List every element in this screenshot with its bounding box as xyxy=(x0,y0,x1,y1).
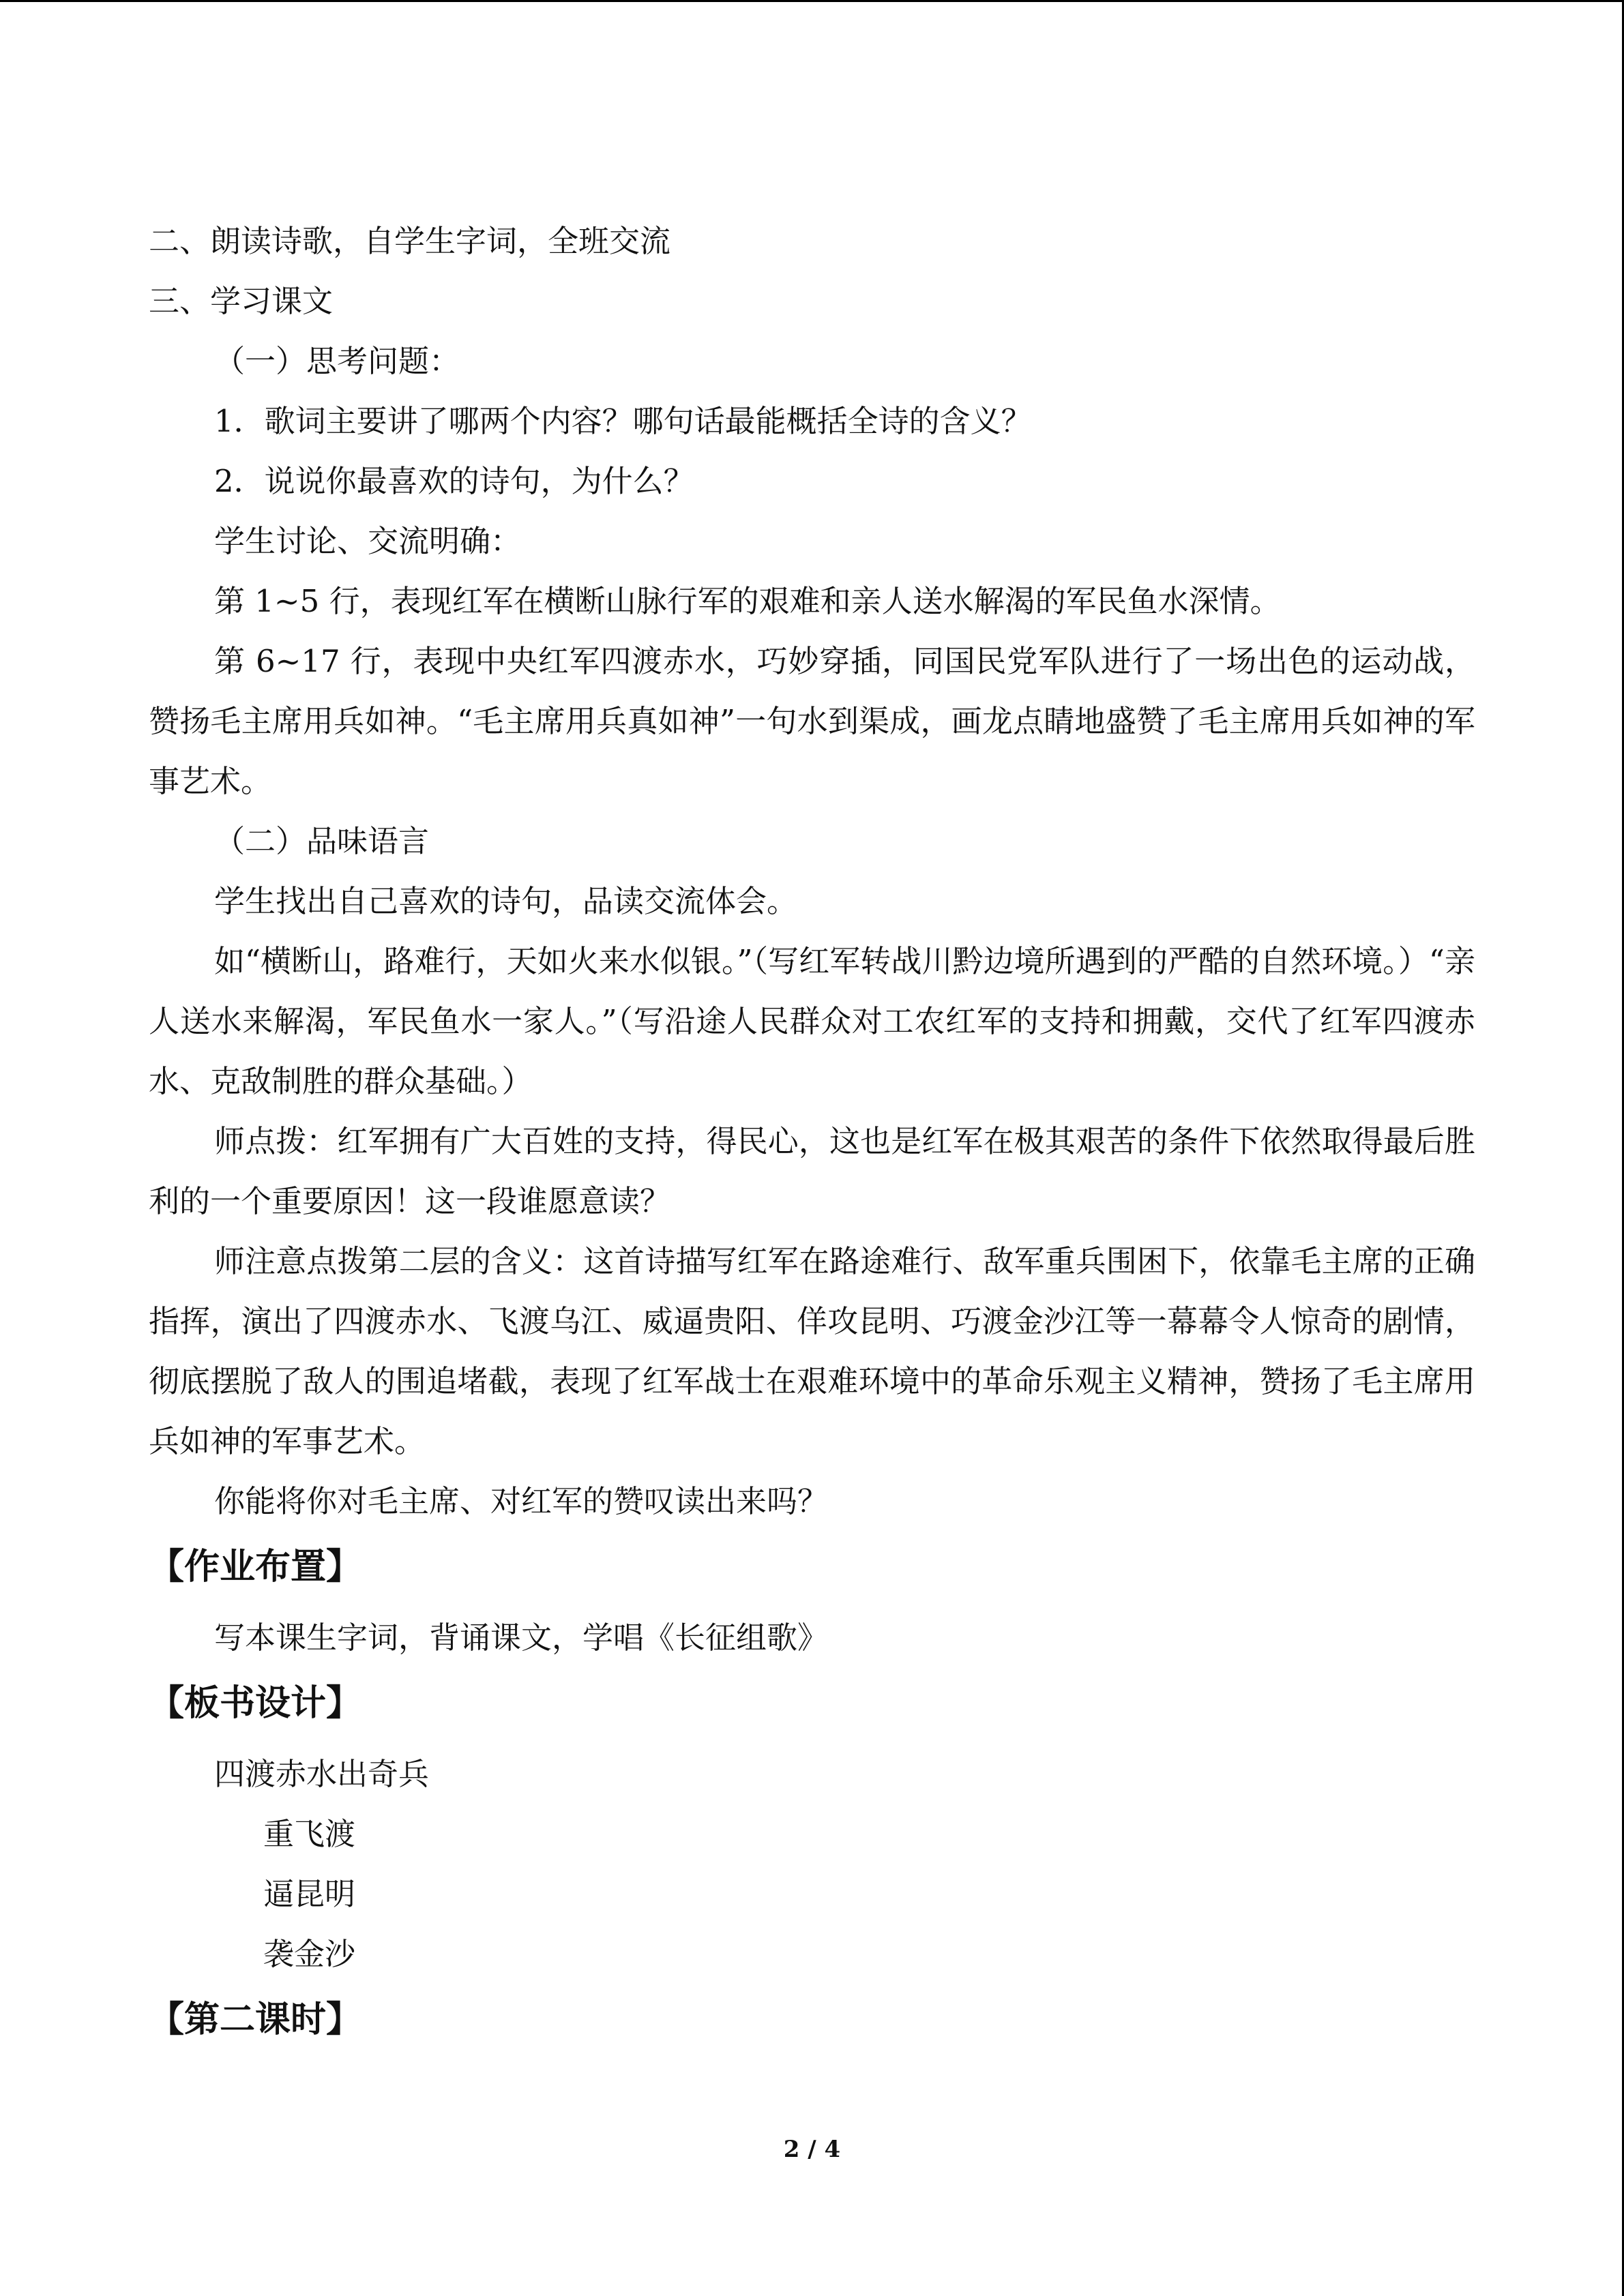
board-item: 逼昆明 xyxy=(263,1876,356,1912)
board-design-heading: 【板书设计】 xyxy=(149,1683,362,1724)
board-title: 四渡赤水出奇兵 xyxy=(214,1756,430,1792)
question-two: 2．说说你最喜欢的诗句，为什么？ xyxy=(214,463,694,499)
page-border-top xyxy=(0,0,1624,2)
second-layer-paragraph: 师注意点拨第二层的含义：这首诗描写红军在路途难行、敌军重兵围困下，依靠毛主席的正确指挥，演出了四渡赤水、飞渡乌江、威逼贵阳、佯攻昆明、巧渡金沙江等一幕幕令人惊奇的剧情，彻底摆脱了敌人的围追堵截，表现了红军战士在艰难环境中的革命乐观主义精神，赞扬了毛主席用兵如神的军事艺术。 xyxy=(149,1243,1475,1459)
subsection-language-title: （二）品味语言 xyxy=(214,823,430,859)
poem-example-paragraph: 如“横断山，路难行，天如火来水似银。”（写红军转战川黔边境所遇到的严酷的自然环境。）“亲人送水来解渴，军民鱼水一家人。”（写沿途人民群众对工农红军的支持和拥戴，交代了红军四渡赤水、克敌制胜的群众基础。） xyxy=(149,943,1475,1099)
page-number: 2 / 4 xyxy=(783,2136,841,2163)
answer-lines-6-17: 第 6~17 行，表现中央红军四渡赤水，巧妙穿插，同国民党军队进行了一场出色的运动战，赞扬毛主席用兵如神。“毛主席用兵真如神”一句水到渠成，画龙点睛地盛赞了毛主席用兵如神的军事艺术。 xyxy=(149,643,1475,799)
reading-prompt: 你能将你对毛主席、对红军的赞叹读出来吗？ xyxy=(214,1483,829,1519)
question-one: 1．歌词主要讲了哪两个内容？哪句话最能概括全诗的含义？ xyxy=(214,403,1032,439)
section-two-title: 二、朗读诗歌，自学生字词，全班交流 xyxy=(149,223,671,259)
second-lesson-heading: 【第二课时】 xyxy=(149,1999,362,2040)
subsection-questions-title: （一）思考问题： xyxy=(214,343,460,379)
answer-lines-1-5: 第 1~5 行，表现红军在横断山脉行军的艰难和亲人送水解渴的军民鱼水深情。 xyxy=(214,583,1281,619)
board-item: 重飞渡 xyxy=(263,1816,356,1852)
homework-heading: 【作业布置】 xyxy=(149,1547,362,1587)
document-body xyxy=(149,211,1475,2061)
section-three-title: 三、学习课文 xyxy=(149,283,334,319)
discussion-intro: 学生讨论、交流明确： xyxy=(214,523,522,559)
homework-text: 写本课生字词，背诵课文，学唱《长征组歌》 xyxy=(214,1620,829,1656)
board-item: 袭金沙 xyxy=(263,1936,356,1972)
language-instruction: 学生找出自己喜欢的诗句，品读交流体会。 xyxy=(214,883,798,919)
teacher-guidance-paragraph: 师点拨：红军拥有广大百姓的支持，得民心，这也是红军在极其艰苦的条件下依然取得最后胜利的一个重要原因！这一段谁愿意读？ xyxy=(149,1123,1475,1219)
